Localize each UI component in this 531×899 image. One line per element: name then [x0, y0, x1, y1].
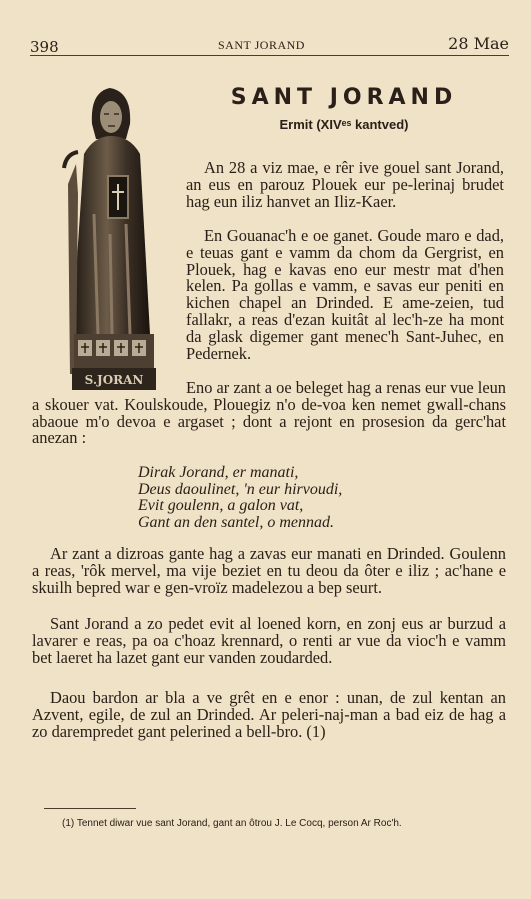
saint-statue-image: [54, 84, 174, 399]
article-title: SANT JORAND: [230, 85, 458, 110]
paragraph-3: Ar zant a dizroas gante hag a zavas eur manati en Drinded. Goulenn a reas, 'rôk mervel, ma vije beziet en tu deou da ôter e iliz ; ac'hane e skuilh bepred war e gen-vroïz madelezou a bep seurt.: [32, 544, 506, 597]
poem-line: Dirak Jorand, er manati,: [138, 464, 299, 481]
poem-line: Evit goulenn, a galon vat,: [138, 497, 304, 514]
poem-line: Gant an den santel, o mennad.: [138, 513, 334, 531]
paragraph-2: En Gouanac'h e oe ganet. Goude maro e dad, e teuas gant e vamm da chom da Gergrist, en Plouek, hag e kavas eno eur mestr mat d'hen kelen. Pa gollas e vamm, e savas eur peniti en kichen chapel an Drinded. E ame-zeien, tud fallakr, a reas d'ezan kuitât al lec'h-ze ha mont da glask digemer gant menec'h Sant-Juhec, en Pedernek.: [186, 226, 504, 363]
page-number: 398: [30, 38, 59, 56]
running-title: SANT JORAND: [218, 38, 305, 52]
statue-caption: S.JORAN: [84, 373, 144, 387]
footnote-rule: [44, 808, 136, 809]
header-rule: [30, 55, 509, 56]
poem-line: Deus daoulinet, 'n eur hirvoudi,: [138, 480, 343, 498]
paragraph-4: Sant Jorand a zo pedet evit al loened korn, en zonj eus ar burzud a lavarer e reas, pa oa c'hoaz krennard, o renti ar vue da vioc'h e vamm bet laeret ha lazet gant eur vanden zoudarded.: [32, 614, 506, 667]
article-subtitle: Ermit (XIVᵉˢ kantved): [279, 117, 409, 132]
paragraph-1: An 28 a viz mae, e rêr ive gouel sant Jorand, an eus en parouz Plouek eur pe-lerinaj brudet hag eun iliz hanvet an Iliz-Kaer.: [186, 158, 504, 211]
footnote: (1) Tennet diwar vue sant Jorand, gant an ôtrou J. Le Cocq, person Ar Roc'h.: [62, 818, 402, 829]
paragraph-2-continued: Eno ar zant a oe beleget hag a renas eur vue leun a skouer vat. Koulskoude, Plouegiz n'o de-voa ken nemet gwall-chans abaoue m'o devoa e argaset ; dont a rejont en prosesion da gerc'hat anezan :: [32, 378, 506, 448]
header-date: 28 Mae: [448, 34, 509, 53]
paragraph-5: Daou bardon ar bla a ve grêt en e enor : unan, de zul kentan an Azvent, egile, de zul an Drinded. Ar peleri-naj-man a bad eiz de hag a zo darempredet gant pelerined a bell-bro. (1): [32, 688, 506, 741]
poem: [138, 465, 342, 531]
